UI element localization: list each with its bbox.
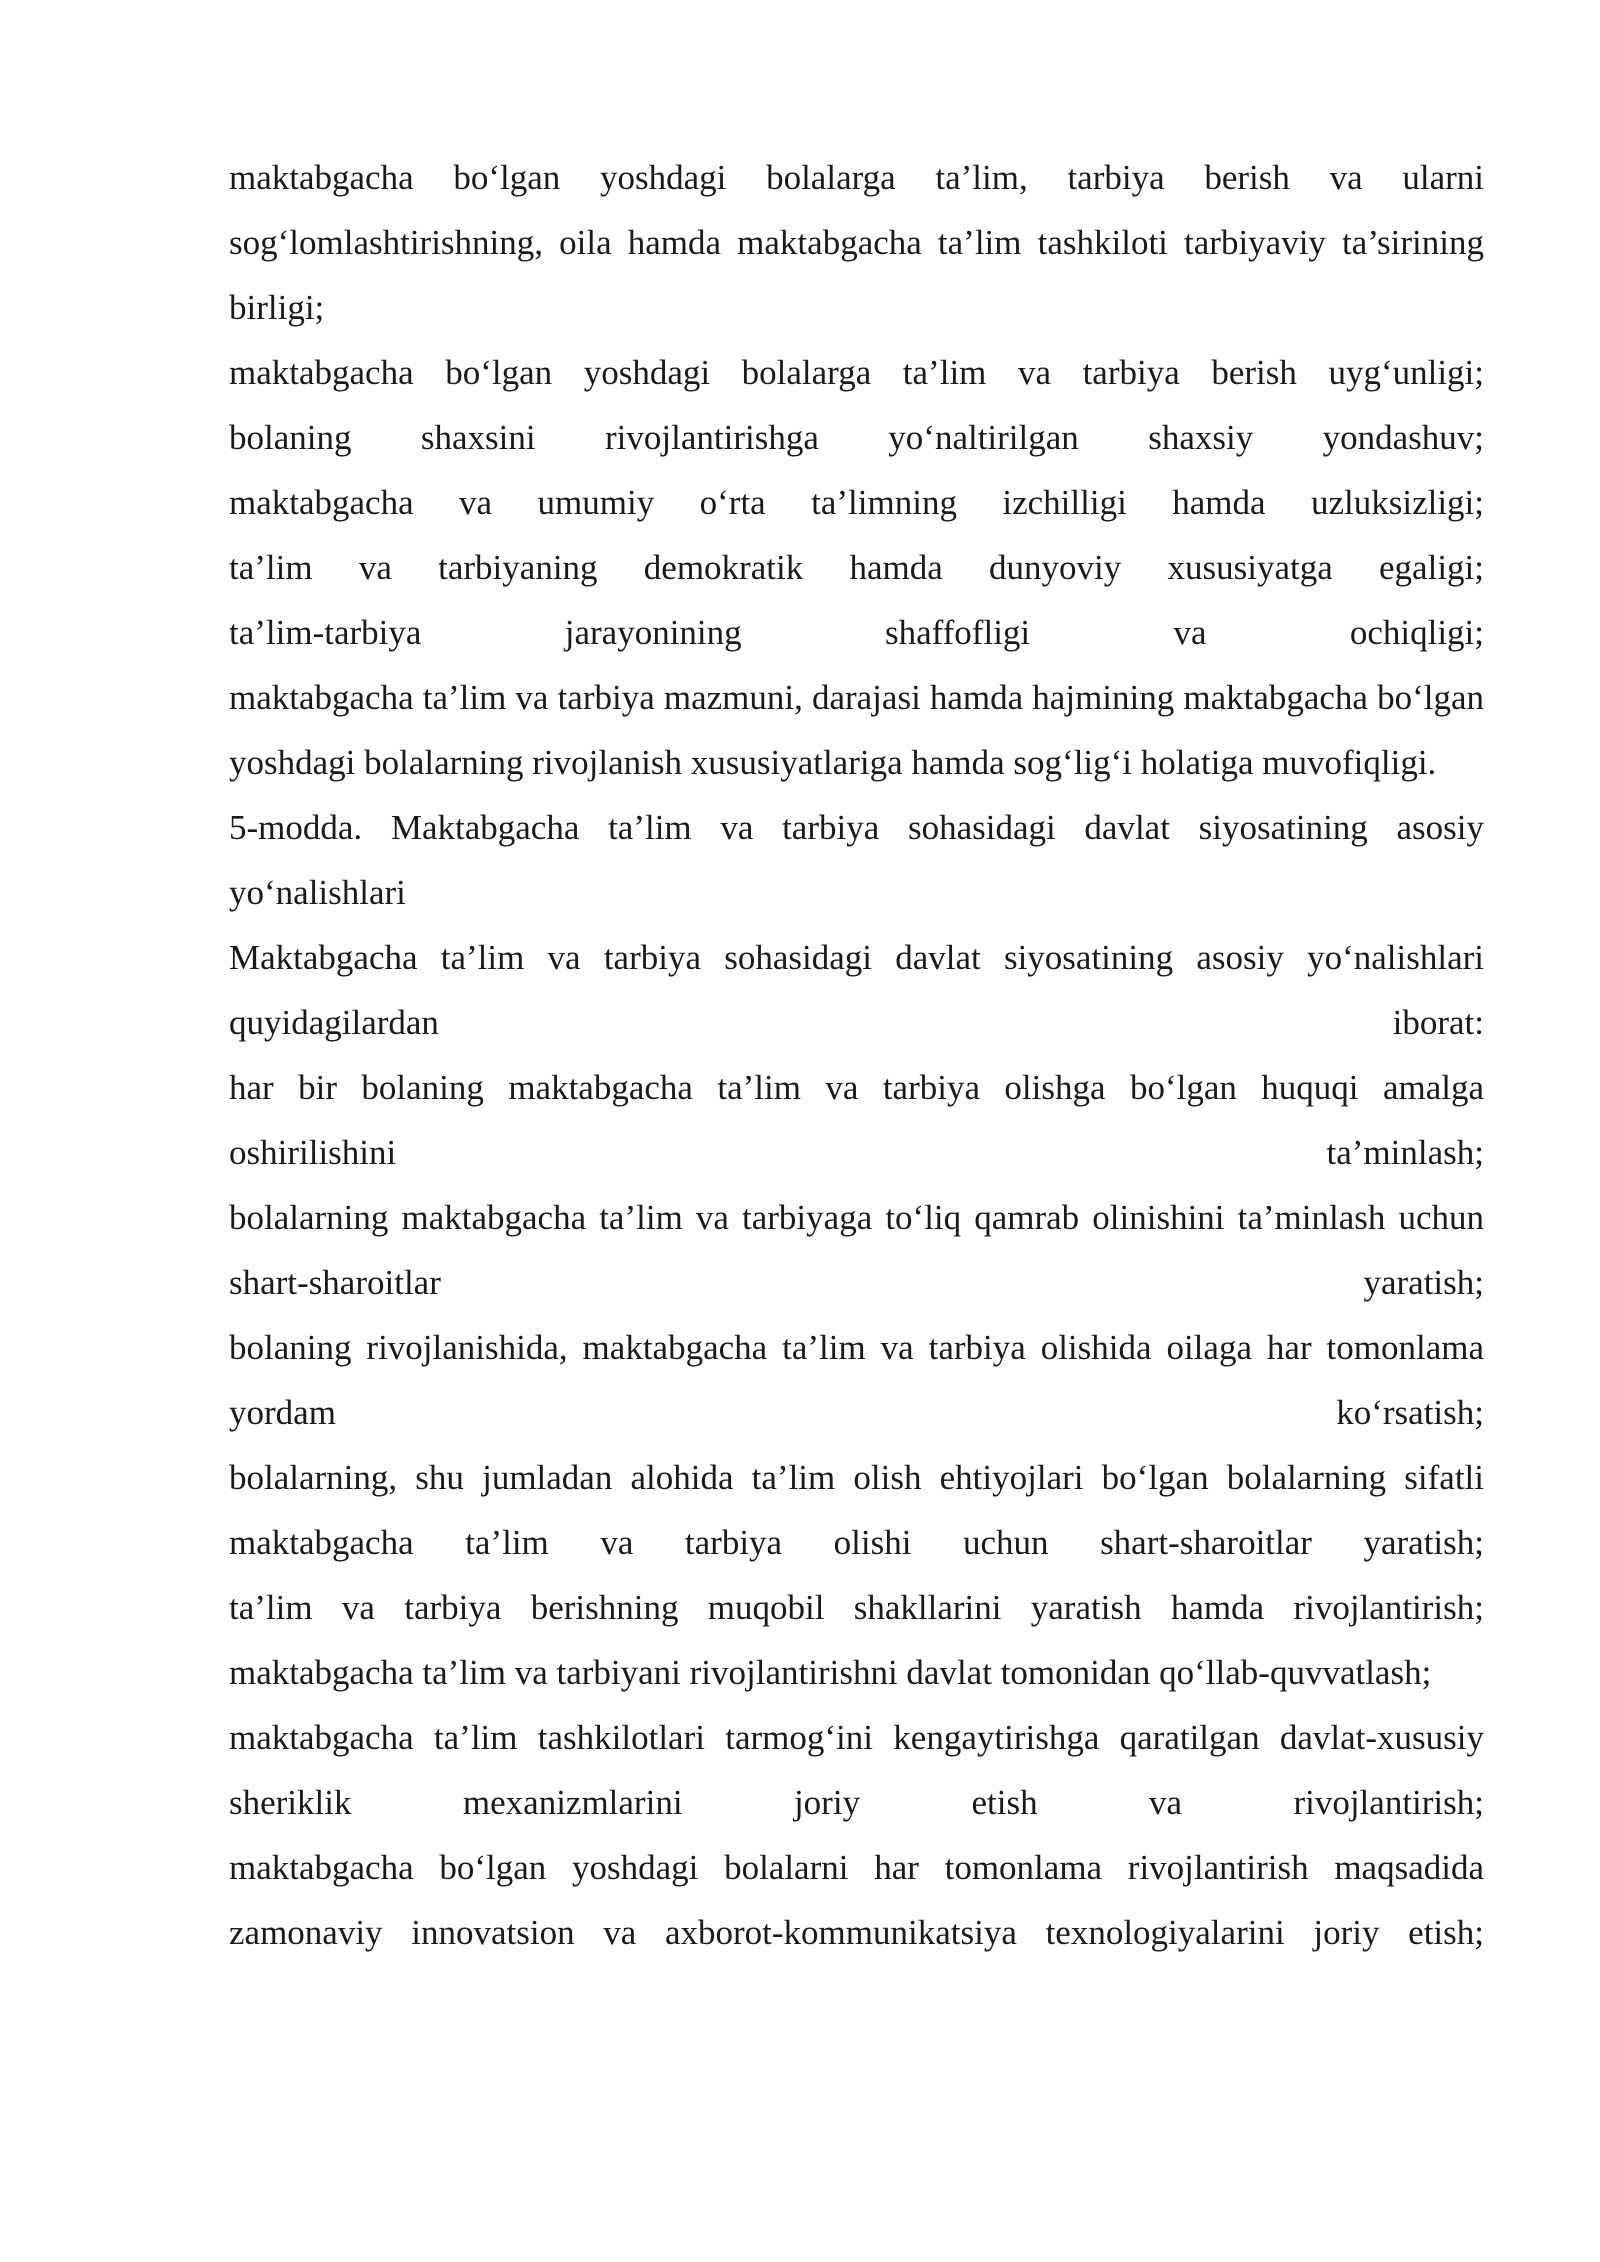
paragraph: maktabgacha ta’lim va tarbiyani rivojlantirishni davlat tomonidan qo‘llab-quvvatlash; <box>229 1653 1432 1692</box>
paragraph: maktabgacha ta’lim tashkilotlari tarmog‘ini kengaytirishga qaratilgan davlat-xususiy sheriklik mexanizmlarini joriy etish va rivojlantirish; <box>229 1718 1484 1822</box>
paragraph: bolalarning, shu jumladan alohida ta’lim olish ehtiyojlari bo‘lgan bolalarning sifatli maktabgacha ta’lim va tarbiya olishi uchun shart-sharoitlar yaratish; <box>229 1458 1484 1562</box>
paragraph: ta’lim-tarbiya jarayonining shaffofligi va ochiqligi; <box>229 613 1484 652</box>
paragraph: bolalarning maktabgacha ta’lim va tarbiyaga to‘liq qamrab olinishini ta’minlash uchun shart-sharoitlar yaratish; <box>229 1198 1484 1302</box>
paragraph: ta’lim va tarbiya berishning muqobil shakllarini yaratish hamda rivojlantirish; <box>229 1588 1484 1627</box>
paragraph: maktabgacha va umumiy o‘rta ta’limning izchilligi hamda uzluksizligi; <box>229 483 1484 522</box>
paragraph: maktabgacha ta’lim va tarbiya mazmuni, darajasi hamda hajmining maktabgacha bo‘lgan yoshdagi bolalarning rivojlanish xususiyatlariga hamda sog‘lig‘i holatiga muvofiqligi. <box>229 678 1484 782</box>
paragraph: maktabgacha bo‘lgan yoshdagi bolalarga ta’lim, tarbiya berish va ularni sog‘lomlashtirishning, oila hamda maktabgacha ta’lim tashkiloti tarbiyaviy ta’sirining birligi; <box>229 158 1484 327</box>
paragraph: ta’lim va tarbiyaning demokratik hamda dunyoviy xususiyatga egaligi; <box>229 548 1484 587</box>
paragraph: bolaning shaxsini rivojlantirishga yo‘naltirilgan shaxsiy yondashuv; <box>229 418 1484 457</box>
paragraph: bolaning rivojlanishida, maktabgacha ta’lim va tarbiya olishida oilaga har tomonlama yordam ko‘rsatish; <box>229 1328 1484 1432</box>
paragraph: maktabgacha bo‘lgan yoshdagi bolalarni har tomonlama rivojlantirish maqsadida zamonaviy innovatsion va axborot-kommunikatsiya texnologiyalarini joriy etish; <box>229 1848 1484 1952</box>
paragraph: maktabgacha bo‘lgan yoshdagi bolalarga ta’lim va tarbiya berish uyg‘unligi; <box>229 353 1484 392</box>
document-body <box>229 145 1484 1965</box>
paragraph: har bir bolaning maktabgacha ta’lim va tarbiya olishga bo‘lgan huquqi amalga oshirilishini ta’minlash; <box>229 1068 1484 1172</box>
paragraph: Maktabgacha ta’lim va tarbiya sohasidagi davlat siyosatining asosiy yo‘nalishlari quyidagilardan iborat: <box>229 938 1484 1042</box>
article-heading: 5-modda. Maktabgacha ta’lim va tarbiya sohasidagi davlat siyosatining asosiy yo‘nalishlari <box>229 808 1484 912</box>
